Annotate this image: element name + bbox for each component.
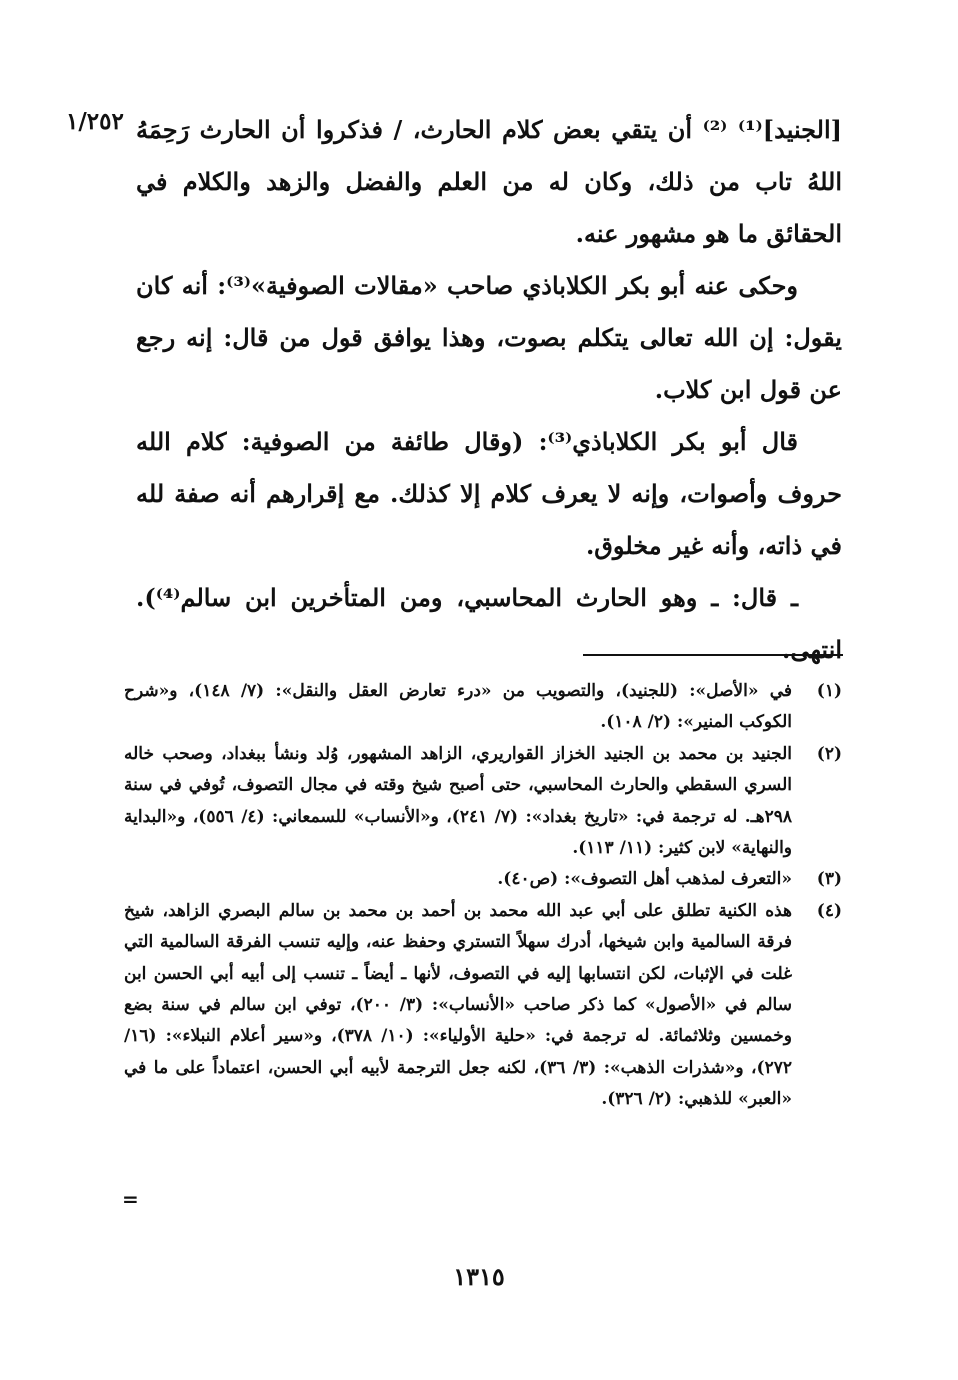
paragraph-1: [الجنيد]⁽¹⁾ ⁽²⁾ أن يتقي بعض كلام الحارث، / فذكروا أن الحارث رَحِمَهُ اللهُ تاب من ذلك، وكان له من العلم والفضل والزهد والكلام في الحقائق ما هو مشهور عنه. xyxy=(136,115,843,248)
footnote-number: (٢) xyxy=(816,743,842,764)
footnote-text: «التعرف لمذهب أهل التصوف»: (ص٤٠). xyxy=(497,869,792,890)
continuation-mark: = xyxy=(122,1187,139,1211)
footnote-number: (٣) xyxy=(816,869,842,890)
footnote-number: (١) xyxy=(816,681,842,701)
footnote-4 xyxy=(124,896,842,1116)
footnote-2 xyxy=(124,739,842,865)
footnote-text: هذه الكنية تطلق على أبي عبد الله محمد بن أحمد بن محمد بن سالم البصري الزاهد، شيخ فرقة السالمية وابن شيخها، أدرك سهلاً التستري وحفظ عنه، وإليه تنسب الفرقة السالمية التي غلت في الإثبات، لكن انتسابها إليه في التصوف، لأنها ـ أيضاً ـ تنسب إلى أبيه أبي الحسن ابن سالم في «الأصول» كما ذكر صاحب «الأنساب»: (٣/ ٢٠٠)، توفي ابن سالم في سنة بضع وخمسين وثلاثمائة. له ترجمة في: «حلية الأولياء»: (١٠/ ٣٧٨)، و«سير أعلام النبلاء»: (١٦/ ٢٧٢)، و«شذرات الذهب»: (٣/ ٣٦)، لكنه جعل الترجمة لأبيه أبي الحسن، اعتماداً على ما في «العبر» للذهبي: (٢/ ٣٢٦). xyxy=(124,900,792,1110)
main-text xyxy=(136,104,842,676)
paragraph-3: قال أبو بكر الكلاباذي⁽³⁾: (وقال طائفة من الصوفية: كلام الله حروف وأصوات، وإنه لا يعرف كلام إلا كذلك. مع إقرارهم أنه صفة لله في ذاته، وأنه غير مخلوق. xyxy=(136,427,842,560)
footnote-1 xyxy=(124,676,842,739)
page-number: ١٣١٥ xyxy=(453,1262,505,1291)
footnote-text: الجنيد بن محمد بن الجنيد الخزاز القواريري، الزاهد المشهور، وُلد ونشأ ببغداد، وصحب خاله السري السقطي والحارث المحاسبي، حتى أصبح شيخ وقته في مجال التصوف، تُوفي في سنة ٢٩٨هـ. له ترجمة في: «تاريخ بغداد»: (٧/ ٢٤١)، و«الأنساب» للسمعاني: (٤/ ٥٥٦)، و«البداية والنهاية» لابن كثير: (١١/ ١١٣). xyxy=(124,743,792,859)
footnote-number: (٤) xyxy=(816,900,842,921)
footnote-divider xyxy=(583,654,843,656)
paragraph-4: ـ قال: ـ وهو الحارث المحاسبي، ومن المتأخرين ابن سالم⁽⁴⁾). انتهى. xyxy=(136,583,842,664)
margin-reference: ١/٢٥٢ xyxy=(66,108,124,135)
footnote-text: في «الأصل»: (للجنيد)، والتصويب من «درء تعارض العقل والنقل»: (٧/ ١٤٨)، و«شرح الكوكب المنير»: (٢/ ١٠٨). xyxy=(124,681,792,733)
footnotes xyxy=(124,676,842,1116)
footnote-3 xyxy=(124,864,842,895)
paragraph-2: وحكى عنه أبو بكر الكلاباذي صاحب «مقالات الصوفية»⁽³⁾: أنه كان يقول: إن الله تعالى يتكلم بصوت، وهذا يوافق قول من قال: إنه رجع عن قول ابن كلاب. xyxy=(136,271,842,404)
